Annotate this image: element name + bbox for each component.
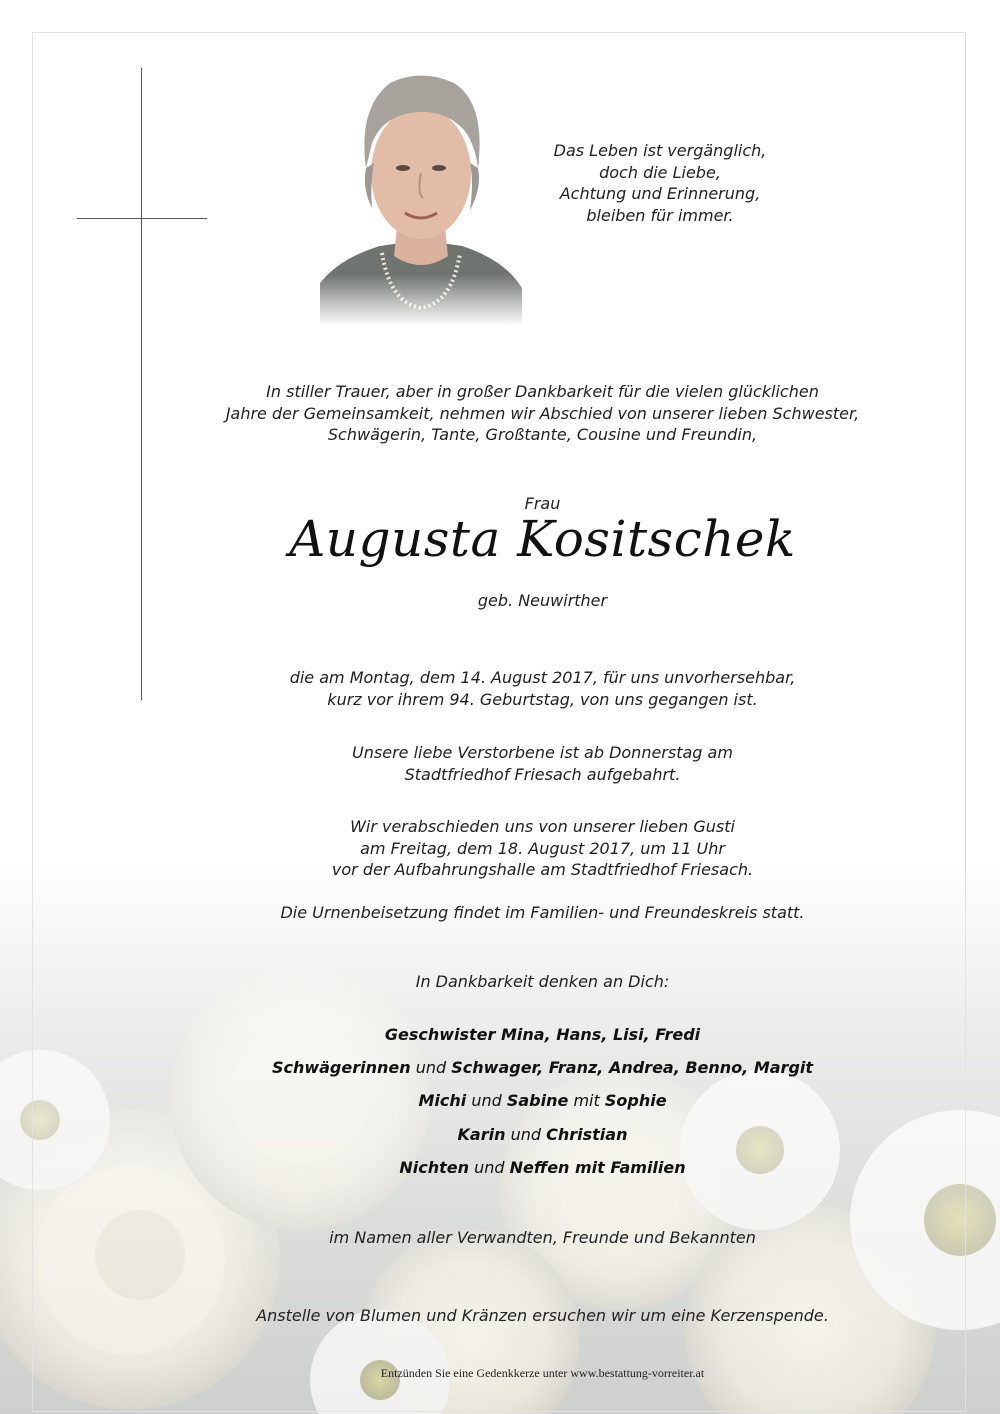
- relatives-conjunction: mit: [573, 1091, 600, 1110]
- relatives-conjunction: und: [415, 1058, 447, 1077]
- relatives-line-4: [0, 1125, 1000, 1144]
- relatives-names: Christian: [546, 1125, 628, 1144]
- relatives-names: Schwager, Franz, Andrea, Benno, Margit: [451, 1058, 814, 1077]
- intro-paragraph: [0, 381, 1000, 446]
- farewell-line: am Freitag, dem 18. August 2017, um 11 Uhr: [360, 838, 725, 858]
- maiden-name: geb. Neuwirther: [477, 591, 608, 610]
- cross-horizontal-bar: [77, 218, 207, 219]
- deceased-name: Augusta Kositschek: [289, 510, 796, 568]
- on-behalf-line: im Namen aller Verwandten, Freunde und Bekannten: [329, 1228, 756, 1247]
- relatives-names: Neffen mit Familien: [509, 1158, 686, 1177]
- urn-burial-note: Die Urnenbeisetzung findet im Familien- und Freundeskreis statt.: [280, 903, 805, 922]
- gratitude-heading: In Dankbarkeit denken an Dich:: [415, 972, 670, 991]
- intro-line: Schwägerin, Tante, Großtante, Cousine und Freundin,: [327, 425, 758, 444]
- quote-line: doch die Liebe,: [599, 162, 721, 182]
- relatives-line-1: [0, 1025, 1000, 1044]
- laid-out-line: Unsere liebe Verstorbene ist ab Donnerstag am: [352, 743, 733, 762]
- intro-line: In stiller Trauer, aber in großer Dankbarkeit für die vielen glücklichen: [266, 382, 819, 401]
- relatives-line-3: [0, 1091, 1000, 1110]
- relatives-names: Nichten: [399, 1158, 469, 1177]
- quote-line: bleiben für immer.: [586, 205, 734, 225]
- relatives-conjunction: und: [474, 1158, 505, 1177]
- death-line: kurz vor ihrem 94. Geburtstag, von uns gegangen ist.: [327, 689, 758, 709]
- relatives-names: Karin: [457, 1125, 506, 1144]
- candle-donation-note: Anstelle von Blumen und Kränzen ersuchen wir um eine Kerzenspende.: [256, 1306, 829, 1325]
- footer-website-note: Entzünden Sie eine Gedenkkerze unter www.bestattung-vorreiter.at: [380, 1366, 705, 1380]
- quote-block: [520, 140, 800, 226]
- death-line: die am Montag, dem 14. August 2017, für uns unvorhersehbar,: [289, 668, 796, 687]
- farewell-paragraph: [0, 816, 1000, 881]
- relatives-conjunction: und: [471, 1091, 502, 1110]
- portrait-photo: [320, 68, 522, 326]
- relatives-line-2: [0, 1058, 1000, 1077]
- relatives-names: Sophie: [604, 1091, 667, 1110]
- laid-out-line: Stadtfriedhof Friesach aufgebahrt.: [404, 764, 681, 784]
- relatives-names: Michi: [418, 1091, 467, 1110]
- relatives-conjunction: und: [510, 1125, 542, 1144]
- quote-line: Achtung und Erinnerung,: [559, 184, 761, 203]
- laid-out-paragraph: [0, 742, 1000, 785]
- intro-line: Jahre der Gemeinsamkeit, nehmen wir Abschied von unserer lieben Schwester,: [225, 403, 860, 423]
- relatives-line-5: [0, 1158, 1000, 1177]
- farewell-line: Wir verabschieden uns von unserer lieben Gusti: [350, 817, 735, 836]
- relatives-names: Schwägerinnen: [271, 1058, 411, 1077]
- farewell-line: vor der Aufbahrungshalle am Stadtfriedhof Friesach.: [331, 860, 754, 879]
- death-paragraph: [0, 667, 1000, 710]
- quote-line: Das Leben ist vergänglich,: [553, 141, 767, 160]
- relatives-names: Geschwister Mina, Hans, Lisi, Fredi: [384, 1025, 701, 1044]
- salutation: Frau: [524, 494, 561, 513]
- relatives-names: Sabine: [506, 1091, 569, 1110]
